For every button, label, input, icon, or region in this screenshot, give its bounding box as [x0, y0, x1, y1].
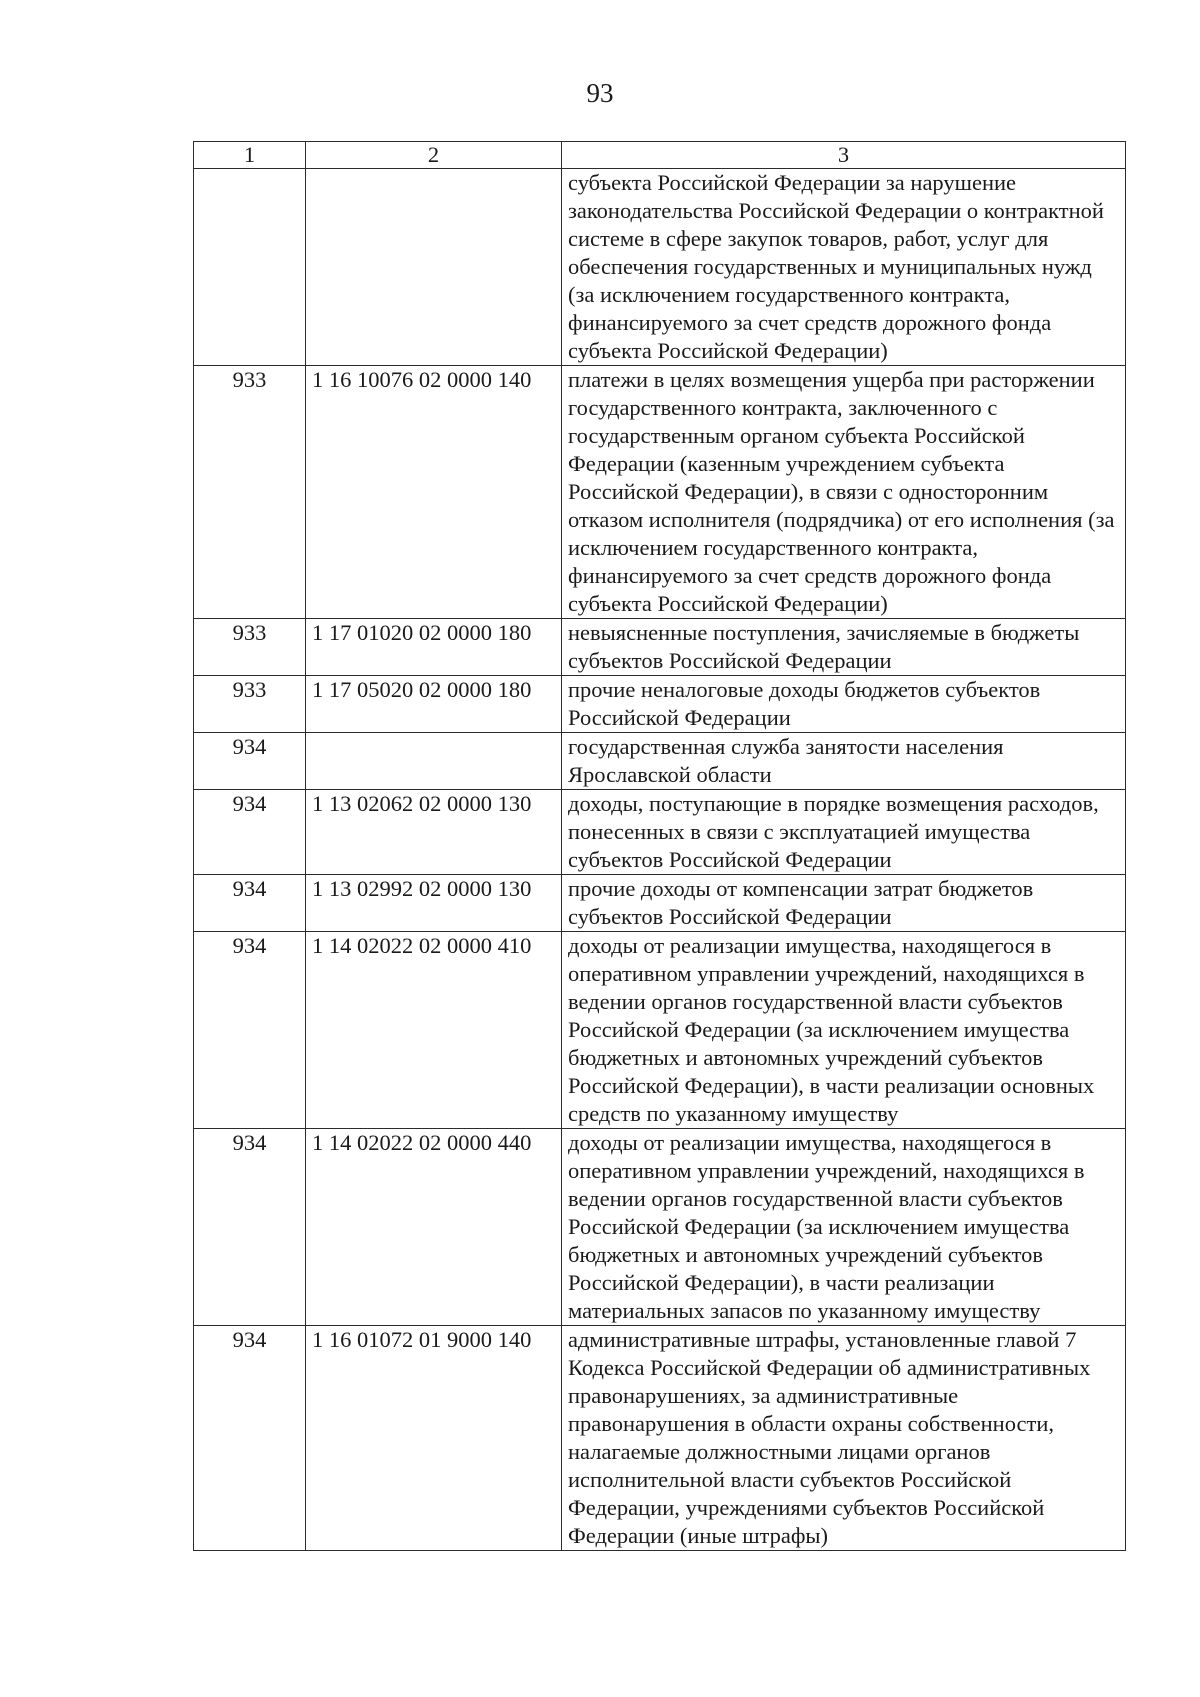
- revenue-code-cell: 1 14 02022 02 0000 440: [306, 1129, 562, 1326]
- table-row: [194, 366, 1126, 619]
- column-header-2: 2: [306, 142, 562, 169]
- revenue-code-cell: 1 16 10076 02 0000 140: [306, 366, 562, 619]
- table-row: [194, 790, 1126, 875]
- admin-code-cell: [194, 169, 306, 366]
- table-row: [194, 1326, 1126, 1551]
- description-cell: платежи в целях возмещения ущерба при расторжении государственного контракта, заключенного с государственным органом субъекта Российской Федерации (казенным учреждением субъекта Российской Федерации), в связи с односторонним отказом исполнителя (подрядчика) от его исполнения (за исключением государственного контракта, финансируемого за счет средств дорожного фонда субъекта Российской Федерации): [562, 366, 1126, 619]
- description-cell: государственная служба занятости населения Ярославской области: [562, 733, 1126, 790]
- table-row: [194, 169, 1126, 366]
- table-header-row: [194, 142, 1126, 169]
- table-row: [194, 733, 1126, 790]
- description-cell: доходы от реализации имущества, находящегося в оперативном управлении учреждений, находящихся в ведении органов государственной власти субъектов Российской Федерации (за исключением имущества бюджетных и автономных учреждений субъектов Российской Федерации), в части реализации материальных запасов по указанному имуществу: [562, 1129, 1126, 1326]
- revenue-code-cell: 1 17 05020 02 0000 180: [306, 676, 562, 733]
- table-row: [194, 932, 1126, 1129]
- admin-code-cell: 933: [194, 676, 306, 733]
- description-cell: доходы от реализации имущества, находящегося в оперативном управлении учреждений, находящихся в ведении органов государственной власти субъектов Российской Федерации (за исключением имущества бюджетных и автономных учреждений субъектов Российской Федерации), в части реализации основных средств по указанному имуществу: [562, 932, 1126, 1129]
- revenue-code-cell: 1 13 02062 02 0000 130: [306, 790, 562, 875]
- admin-code-cell: 933: [194, 619, 306, 676]
- description-cell: административные штрафы, установленные главой 7 Кодекса Российской Федерации об административных правонарушениях, за административные правонарушения в области охраны собственности, налагаемые должностными лицами органов исполнительной власти субъектов Российской Федерации, учреждениями субъектов Российской Федерации (иные штрафы): [562, 1326, 1126, 1551]
- table-row: [194, 1129, 1126, 1326]
- admin-code-cell: 933: [194, 366, 306, 619]
- admin-code-cell: 934: [194, 733, 306, 790]
- column-header-1: 1: [194, 142, 306, 169]
- revenue-code-cell: 1 14 02022 02 0000 410: [306, 932, 562, 1129]
- description-cell: невыясненные поступления, зачисляемые в бюджеты субъектов Российской Федерации: [562, 619, 1126, 676]
- admin-code-cell: 934: [194, 875, 306, 932]
- description-cell: доходы, поступающие в порядке возмещения расходов, понесенных в связи с эксплуатацией имущества субъектов Российской Федерации: [562, 790, 1126, 875]
- revenue-code-cell: [306, 733, 562, 790]
- revenue-code-cell: 1 13 02992 02 0000 130: [306, 875, 562, 932]
- admin-code-cell: 934: [194, 932, 306, 1129]
- page-number: 93: [586, 78, 614, 108]
- admin-code-cell: 934: [194, 1326, 306, 1551]
- column-header-3: 3: [562, 142, 1126, 169]
- revenue-code-cell: [306, 169, 562, 366]
- admin-code-cell: 934: [194, 1129, 306, 1326]
- table-row: [194, 875, 1126, 932]
- revenue-code-cell: 1 17 01020 02 0000 180: [306, 619, 562, 676]
- revenue-codes-table: [193, 141, 1126, 1551]
- revenue-code-cell: 1 16 01072 01 9000 140: [306, 1326, 562, 1551]
- table-row: [194, 676, 1126, 733]
- description-cell: субъекта Российской Федерации за нарушение законодательства Российской Федерации о контрактной системе в сфере закупок товаров, работ, услуг для обеспечения государственных и муниципальных нужд (за исключением государственного контракта, финансируемого за счет средств дорожного фонда субъекта Российской Федерации): [562, 169, 1126, 366]
- description-cell: прочие неналоговые доходы бюджетов субъектов Российской Федерации: [562, 676, 1126, 733]
- table-row: [194, 619, 1126, 676]
- admin-code-cell: 934: [194, 790, 306, 875]
- description-cell: прочие доходы от компенсации затрат бюджетов субъектов Российской Федерации: [562, 875, 1126, 932]
